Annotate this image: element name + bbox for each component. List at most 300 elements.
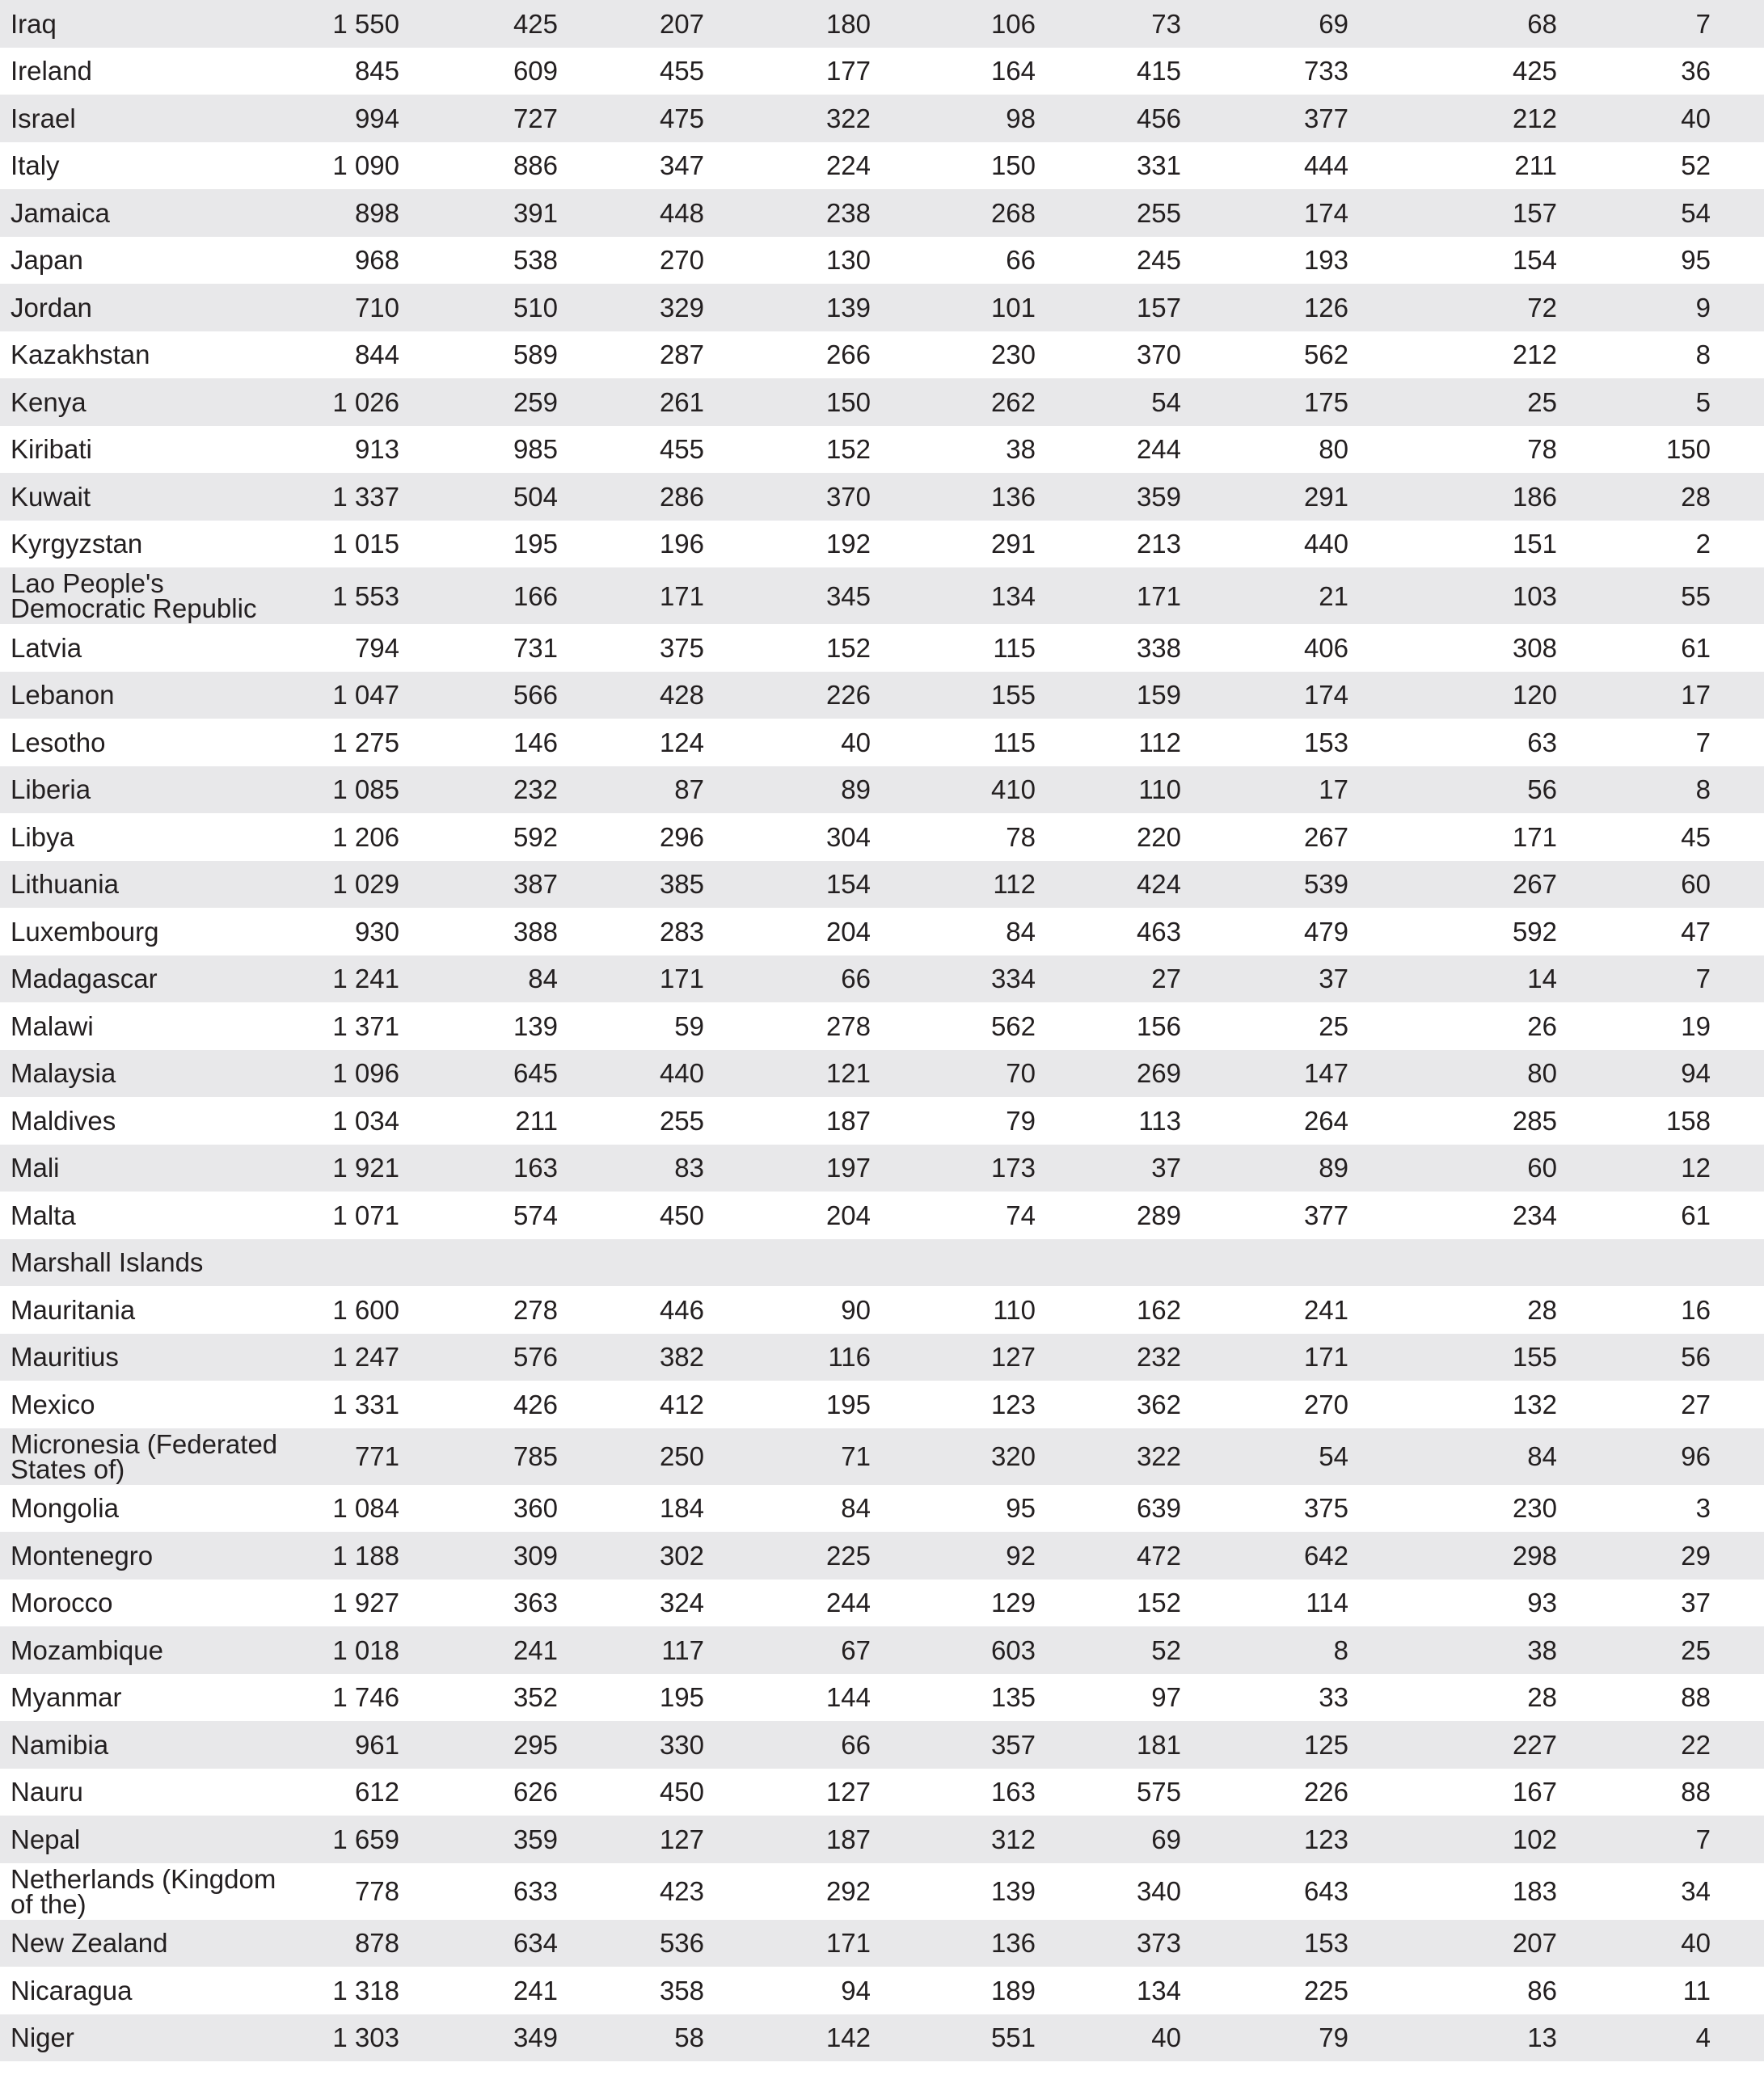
value-cell-col-8: 425: [1348, 48, 1557, 95]
value-cell-col-3: 207: [558, 0, 704, 48]
value-cell-col-7: 440: [1181, 521, 1348, 568]
value-cell-col-7: 406: [1181, 624, 1348, 672]
value-cell-col-3: 455: [558, 426, 704, 474]
table-row: [0, 719, 1764, 766]
country-name-cell: Libya: [0, 813, 291, 861]
value-cell-col-5: [871, 1239, 1036, 1287]
value-cell-col-3: 446: [558, 1286, 704, 1334]
value-cell-col-4: 139: [704, 284, 871, 331]
value-cell-col-2: 592: [399, 813, 558, 861]
country-name-cell: Latvia: [0, 624, 291, 672]
value-cell-col-3: [558, 1239, 704, 1287]
value-cell-col-4: 152: [704, 426, 871, 474]
row-end-spacer: [1711, 1920, 1764, 1968]
value-cell-col-8: 212: [1348, 95, 1557, 142]
row-end-spacer: [1711, 2014, 1764, 2062]
value-cell-col-5: 95: [871, 1485, 1036, 1533]
table-row: [0, 2014, 1764, 2062]
value-cell-col-2: 163: [399, 1145, 558, 1192]
table-row: [0, 521, 1764, 568]
value-cell-col-4: 226: [704, 672, 871, 719]
value-cell-col-2: 886: [399, 142, 558, 190]
value-cell-col-1: 1 927: [291, 1580, 399, 1627]
value-cell-col-8: 102: [1348, 1816, 1557, 1863]
value-cell-col-6: 162: [1036, 1286, 1181, 1334]
value-cell-col-6: 156: [1036, 1002, 1181, 1050]
row-end-spacer: [1711, 1721, 1764, 1769]
value-cell-col-7: 375: [1181, 1485, 1348, 1533]
value-cell-col-6: 213: [1036, 521, 1181, 568]
row-end-spacer: [1711, 1192, 1764, 1239]
value-cell-col-8: 132: [1348, 1381, 1557, 1428]
value-cell-col-9: 94: [1557, 1050, 1711, 1098]
value-cell-col-4: 224: [704, 142, 871, 190]
row-end-spacer: [1711, 908, 1764, 955]
value-cell-col-8: 63: [1348, 719, 1557, 766]
value-cell-col-1: 1 029: [291, 861, 399, 909]
value-cell-col-3: 270: [558, 237, 704, 285]
value-cell-col-5: 150: [871, 142, 1036, 190]
country-name-cell: Mauritius: [0, 1334, 291, 1381]
table-row: [0, 1674, 1764, 1722]
value-cell-col-4: 40: [704, 719, 871, 766]
value-cell-col-5: 268: [871, 189, 1036, 237]
value-cell-col-1: 794: [291, 624, 399, 672]
value-cell-col-8: 28: [1348, 1674, 1557, 1722]
value-cell-col-5: 38: [871, 426, 1036, 474]
value-cell-col-7: [1181, 1239, 1348, 1287]
value-cell-col-9: 12: [1557, 1145, 1711, 1192]
value-cell-col-6: 370: [1036, 331, 1181, 379]
value-cell-col-9: 36: [1557, 48, 1711, 95]
value-cell-col-8: 28: [1348, 1286, 1557, 1334]
value-cell-col-7: 479: [1181, 908, 1348, 955]
table-row: [0, 766, 1764, 814]
row-end-spacer: [1711, 95, 1764, 142]
table-row: [0, 473, 1764, 521]
value-cell-col-5: 320: [871, 1428, 1036, 1485]
value-cell-col-3: 195: [558, 1674, 704, 1722]
value-cell-col-4: 266: [704, 331, 871, 379]
country-name-cell: Jamaica: [0, 189, 291, 237]
table-row: [0, 1145, 1764, 1192]
value-cell-col-4: 121: [704, 1050, 871, 1098]
value-cell-col-9: 34: [1557, 1863, 1711, 1920]
value-cell-col-6: 245: [1036, 237, 1181, 285]
row-end-spacer: [1711, 955, 1764, 1003]
table-row: [0, 95, 1764, 142]
row-end-spacer: [1711, 1286, 1764, 1334]
value-cell-col-1: 878: [291, 1920, 399, 1968]
value-cell-col-9: 22: [1557, 1721, 1711, 1769]
value-cell-col-1: 1 085: [291, 766, 399, 814]
country-name-cell: Netherlands (Kingdom of the): [0, 1863, 291, 1920]
value-cell-col-5: 173: [871, 1145, 1036, 1192]
value-cell-col-7: 33: [1181, 1674, 1348, 1722]
table-row: [0, 955, 1764, 1003]
value-cell-col-1: 1 026: [291, 378, 399, 426]
table-row: [0, 1002, 1764, 1050]
value-cell-col-3: 296: [558, 813, 704, 861]
value-cell-col-9: 8: [1557, 766, 1711, 814]
value-cell-col-1: 1 247: [291, 1334, 399, 1381]
value-cell-col-8: 80: [1348, 1050, 1557, 1098]
value-cell-col-4: 71: [704, 1428, 871, 1485]
value-cell-col-7: 171: [1181, 1334, 1348, 1381]
value-cell-col-7: 562: [1181, 331, 1348, 379]
value-cell-col-4: 150: [704, 378, 871, 426]
value-cell-col-3: 283: [558, 908, 704, 955]
value-cell-col-1: 1 600: [291, 1286, 399, 1334]
value-cell-col-4: 116: [704, 1334, 871, 1381]
country-name-cell: New Zealand: [0, 1920, 291, 1968]
value-cell-col-8: 183: [1348, 1863, 1557, 1920]
value-cell-col-7: 17: [1181, 766, 1348, 814]
value-cell-col-4: 204: [704, 908, 871, 955]
value-cell-col-8: 120: [1348, 672, 1557, 719]
value-cell-col-9: 9: [1557, 284, 1711, 331]
value-cell-col-4: 142: [704, 2014, 871, 2062]
value-cell-col-3: 330: [558, 1721, 704, 1769]
value-cell-col-3: 171: [558, 567, 704, 624]
value-cell-col-4: 152: [704, 624, 871, 672]
value-cell-col-1: 778: [291, 1863, 399, 1920]
value-cell-col-2: 538: [399, 237, 558, 285]
value-cell-col-2: 645: [399, 1050, 558, 1098]
row-end-spacer: [1711, 1428, 1764, 1485]
value-cell-col-3: 324: [558, 1580, 704, 1627]
value-cell-col-5: 79: [871, 1097, 1036, 1145]
value-cell-col-5: 134: [871, 567, 1036, 624]
value-cell-col-1: 612: [291, 1769, 399, 1816]
value-cell-col-4: 130: [704, 237, 871, 285]
value-cell-col-9: 150: [1557, 426, 1711, 474]
value-cell-col-8: 26: [1348, 1002, 1557, 1050]
country-name-cell: Maldives: [0, 1097, 291, 1145]
value-cell-col-5: 136: [871, 473, 1036, 521]
value-cell-col-3: 382: [558, 1334, 704, 1381]
value-cell-col-7: 270: [1181, 1381, 1348, 1428]
value-cell-col-9: 7: [1557, 0, 1711, 48]
value-cell-col-6: 359: [1036, 473, 1181, 521]
value-cell-col-2: 352: [399, 1674, 558, 1722]
value-cell-col-9: 16: [1557, 1286, 1711, 1334]
value-cell-col-1: 1 015: [291, 521, 399, 568]
value-cell-col-9: 25: [1557, 1626, 1711, 1674]
row-end-spacer: [1711, 1532, 1764, 1580]
value-cell-col-9: 40: [1557, 95, 1711, 142]
value-cell-col-6: 322: [1036, 1428, 1181, 1485]
value-cell-col-7: 225: [1181, 1967, 1348, 2014]
value-cell-col-1: 1 318: [291, 1967, 399, 2014]
value-cell-col-3: 423: [558, 1863, 704, 1920]
value-cell-col-7: 444: [1181, 142, 1348, 190]
value-cell-col-1: 994: [291, 95, 399, 142]
value-cell-col-9: 7: [1557, 1816, 1711, 1863]
value-cell-col-2: 232: [399, 766, 558, 814]
value-cell-col-4: 345: [704, 567, 871, 624]
value-cell-col-6: 232: [1036, 1334, 1181, 1381]
value-cell-col-7: 291: [1181, 473, 1348, 521]
country-name-cell: Japan: [0, 237, 291, 285]
value-cell-col-6: 69: [1036, 1816, 1181, 1863]
value-cell-col-3: 450: [558, 1769, 704, 1816]
value-cell-col-5: 410: [871, 766, 1036, 814]
value-cell-col-9: 19: [1557, 1002, 1711, 1050]
value-cell-col-3: 255: [558, 1097, 704, 1145]
value-cell-col-2: 309: [399, 1532, 558, 1580]
row-end-spacer: [1711, 1050, 1764, 1098]
value-cell-col-1: 845: [291, 48, 399, 95]
value-cell-col-6: 244: [1036, 426, 1181, 474]
table-row: [0, 1192, 1764, 1239]
value-cell-col-6: 181: [1036, 1721, 1181, 1769]
value-cell-col-4: 171: [704, 1920, 871, 1968]
value-cell-col-1: 930: [291, 908, 399, 955]
country-name-cell: Mozambique: [0, 1626, 291, 1674]
value-cell-col-9: 17: [1557, 672, 1711, 719]
table-row: [0, 1381, 1764, 1428]
value-cell-col-2: 84: [399, 955, 558, 1003]
value-cell-col-3: 428: [558, 672, 704, 719]
row-end-spacer: [1711, 567, 1764, 624]
value-cell-col-5: 101: [871, 284, 1036, 331]
value-cell-col-4: 154: [704, 861, 871, 909]
table-row: [0, 426, 1764, 474]
value-cell-col-6: 463: [1036, 908, 1181, 955]
value-cell-col-1: 1 275: [291, 719, 399, 766]
value-cell-col-2: 278: [399, 1286, 558, 1334]
value-cell-col-8: 171: [1348, 813, 1557, 861]
value-cell-col-3: 347: [558, 142, 704, 190]
value-cell-col-6: 289: [1036, 1192, 1181, 1239]
table-row: [0, 378, 1764, 426]
value-cell-col-6: 73: [1036, 0, 1181, 48]
value-cell-col-5: 127: [871, 1334, 1036, 1381]
value-cell-col-7: 733: [1181, 48, 1348, 95]
value-cell-col-4: 244: [704, 1580, 871, 1627]
value-cell-col-8: 211: [1348, 142, 1557, 190]
value-cell-col-4: 180: [704, 0, 871, 48]
value-cell-col-1: 913: [291, 426, 399, 474]
value-cell-col-1: 961: [291, 1721, 399, 1769]
value-cell-col-4: 89: [704, 766, 871, 814]
country-name-cell: Malaysia: [0, 1050, 291, 1098]
value-cell-col-9: 95: [1557, 237, 1711, 285]
value-cell-col-7: 37: [1181, 955, 1348, 1003]
value-cell-col-5: 334: [871, 955, 1036, 1003]
value-cell-col-5: 98: [871, 95, 1036, 142]
table-row: [0, 908, 1764, 955]
value-cell-col-4: 66: [704, 955, 871, 1003]
value-cell-col-5: 110: [871, 1286, 1036, 1334]
value-cell-col-5: 139: [871, 1863, 1036, 1920]
row-end-spacer: [1711, 0, 1764, 48]
value-cell-col-7: 539: [1181, 861, 1348, 909]
value-cell-col-8: 167: [1348, 1769, 1557, 1816]
value-cell-col-4: 278: [704, 1002, 871, 1050]
table-row: [0, 1626, 1764, 1674]
value-cell-col-3: 83: [558, 1145, 704, 1192]
value-cell-col-3: 127: [558, 1816, 704, 1863]
value-cell-col-8: 56: [1348, 766, 1557, 814]
value-cell-col-2: 360: [399, 1485, 558, 1533]
row-end-spacer: [1711, 672, 1764, 719]
value-cell-col-7: 377: [1181, 95, 1348, 142]
table-row: [0, 1485, 1764, 1533]
value-cell-col-9: 96: [1557, 1428, 1711, 1485]
value-cell-col-8: 285: [1348, 1097, 1557, 1145]
value-cell-col-5: 291: [871, 521, 1036, 568]
value-cell-col-3: 171: [558, 955, 704, 1003]
table-row: [0, 1239, 1764, 1287]
value-cell-col-3: 261: [558, 378, 704, 426]
country-name-cell: Mauritania: [0, 1286, 291, 1334]
value-cell-col-6: 134: [1036, 1967, 1181, 2014]
country-name-cell: Lao People's Democratic Republic: [0, 567, 291, 624]
value-cell-col-9: 28: [1557, 473, 1711, 521]
country-name-cell: Malawi: [0, 1002, 291, 1050]
value-cell-col-6: 424: [1036, 861, 1181, 909]
value-cell-col-2: 195: [399, 521, 558, 568]
row-end-spacer: [1711, 284, 1764, 331]
country-name-cell: Niger: [0, 2014, 291, 2062]
value-cell-col-8: 298: [1348, 1532, 1557, 1580]
value-cell-col-4: 90: [704, 1286, 871, 1334]
table-row: [0, 1721, 1764, 1769]
value-cell-col-5: 66: [871, 237, 1036, 285]
value-cell-col-7: 126: [1181, 284, 1348, 331]
value-cell-col-6: 97: [1036, 1674, 1181, 1722]
value-cell-col-3: 536: [558, 1920, 704, 1968]
value-cell-col-9: 88: [1557, 1674, 1711, 1722]
country-name-cell: Italy: [0, 142, 291, 190]
value-cell-col-9: 60: [1557, 861, 1711, 909]
value-cell-col-3: 184: [558, 1485, 704, 1533]
country-name-cell: Nepal: [0, 1816, 291, 1863]
value-cell-col-4: 187: [704, 1097, 871, 1145]
value-cell-col-1: 1 921: [291, 1145, 399, 1192]
value-cell-col-8: 86: [1348, 1967, 1557, 2014]
row-end-spacer: [1711, 1626, 1764, 1674]
value-cell-col-9: 11: [1557, 1967, 1711, 2014]
value-cell-col-4: 238: [704, 189, 871, 237]
value-cell-col-7: 175: [1181, 378, 1348, 426]
value-cell-col-7: 25: [1181, 1002, 1348, 1050]
country-name-cell: Luxembourg: [0, 908, 291, 955]
value-cell-col-1: 771: [291, 1428, 399, 1485]
value-cell-col-2: 139: [399, 1002, 558, 1050]
value-cell-col-8: 186: [1348, 473, 1557, 521]
row-end-spacer: [1711, 1485, 1764, 1533]
country-name-cell: Lithuania: [0, 861, 291, 909]
table-row: [0, 1334, 1764, 1381]
value-cell-col-5: 78: [871, 813, 1036, 861]
value-cell-col-9: 8: [1557, 331, 1711, 379]
row-end-spacer: [1711, 1769, 1764, 1816]
value-cell-col-3: 117: [558, 1626, 704, 1674]
value-cell-col-4: 192: [704, 521, 871, 568]
value-cell-col-1: 1 331: [291, 1381, 399, 1428]
value-cell-col-8: 155: [1348, 1334, 1557, 1381]
value-cell-col-7: 21: [1181, 567, 1348, 624]
value-cell-col-5: 312: [871, 1816, 1036, 1863]
value-cell-col-8: 308: [1348, 624, 1557, 672]
value-cell-col-2: 985: [399, 426, 558, 474]
value-cell-col-9: 5: [1557, 378, 1711, 426]
value-cell-col-8: 157: [1348, 189, 1557, 237]
value-cell-col-3: 302: [558, 1532, 704, 1580]
value-cell-col-8: 151: [1348, 521, 1557, 568]
value-cell-col-4: 204: [704, 1192, 871, 1239]
country-name-cell: Namibia: [0, 1721, 291, 1769]
value-cell-col-2: 574: [399, 1192, 558, 1239]
value-cell-col-9: 55: [1557, 567, 1711, 624]
value-cell-col-1: 1 206: [291, 813, 399, 861]
value-cell-col-9: 7: [1557, 719, 1711, 766]
value-cell-col-4: [704, 1239, 871, 1287]
value-cell-col-5: 357: [871, 1721, 1036, 1769]
value-cell-col-2: 576: [399, 1334, 558, 1381]
value-cell-col-8: 25: [1348, 378, 1557, 426]
value-cell-col-9: 2: [1557, 521, 1711, 568]
row-end-spacer: [1711, 1145, 1764, 1192]
value-cell-col-3: 455: [558, 48, 704, 95]
value-cell-col-2: 241: [399, 1626, 558, 1674]
value-cell-col-9: 7: [1557, 955, 1711, 1003]
value-cell-col-9: 29: [1557, 1532, 1711, 1580]
country-name-cell: Ireland: [0, 48, 291, 95]
value-cell-col-6: 269: [1036, 1050, 1181, 1098]
country-name-cell: Morocco: [0, 1580, 291, 1627]
value-cell-col-6: 575: [1036, 1769, 1181, 1816]
value-cell-col-7: 264: [1181, 1097, 1348, 1145]
value-cell-col-1: 1 659: [291, 1816, 399, 1863]
value-cell-col-7: 114: [1181, 1580, 1348, 1627]
country-name-cell: Kyrgyzstan: [0, 521, 291, 568]
value-cell-col-1: 1 241: [291, 955, 399, 1003]
value-cell-col-2: 146: [399, 719, 558, 766]
table-row: [0, 0, 1764, 48]
value-cell-col-7: 643: [1181, 1863, 1348, 1920]
value-cell-col-6: 472: [1036, 1532, 1181, 1580]
value-cell-col-7: 377: [1181, 1192, 1348, 1239]
value-cell-col-8: 212: [1348, 331, 1557, 379]
value-cell-col-3: 475: [558, 95, 704, 142]
value-cell-col-6: 37: [1036, 1145, 1181, 1192]
value-cell-col-1: 1 188: [291, 1532, 399, 1580]
row-end-spacer: [1711, 331, 1764, 379]
table-row: [0, 1920, 1764, 1968]
value-cell-col-8: 230: [1348, 1485, 1557, 1533]
value-cell-col-8: 84: [1348, 1428, 1557, 1485]
value-cell-col-6: 220: [1036, 813, 1181, 861]
value-cell-col-8: 13: [1348, 2014, 1557, 2062]
row-end-spacer: [1711, 378, 1764, 426]
value-cell-col-7: 153: [1181, 1920, 1348, 1968]
value-cell-col-7: 193: [1181, 237, 1348, 285]
table-row: [0, 48, 1764, 95]
value-cell-col-2: 785: [399, 1428, 558, 1485]
value-cell-col-2: 295: [399, 1721, 558, 1769]
value-cell-col-7: 241: [1181, 1286, 1348, 1334]
country-name-cell: Madagascar: [0, 955, 291, 1003]
value-cell-col-5: 551: [871, 2014, 1036, 2062]
table-row: [0, 1532, 1764, 1580]
table-row: [0, 1050, 1764, 1098]
value-cell-col-1: 1 553: [291, 567, 399, 624]
country-name-cell: Kuwait: [0, 473, 291, 521]
